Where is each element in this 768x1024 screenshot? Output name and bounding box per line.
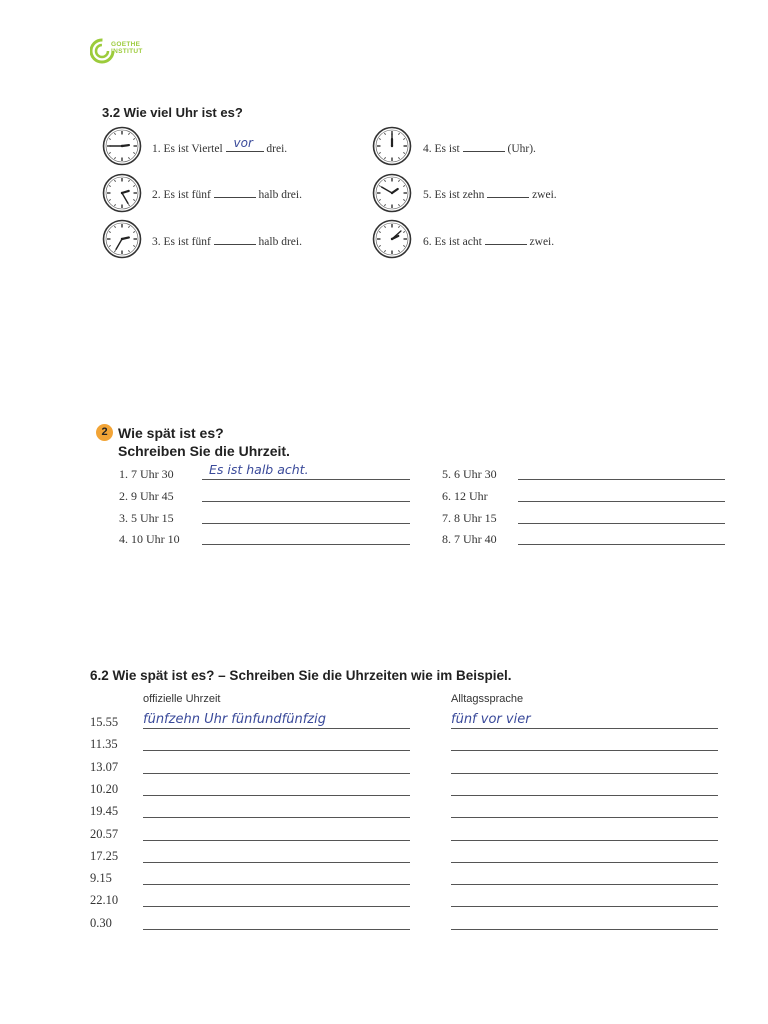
handwritten-answer: Es ist halb acht. [209, 462, 309, 477]
handwritten-answer-everyday: fünf vor vier [451, 712, 531, 727]
everyday-answer-line[interactable] [451, 773, 718, 774]
time-label: 5. 6 Uhr 30 [442, 467, 497, 481]
sentence-start: 3. Es ist fünf [152, 236, 211, 248]
clock-sentence [423, 140, 536, 155]
everyday-answer-line[interactable] [451, 795, 718, 796]
section3-title: 6.2 Wie spät ist es? – Schreiben Sie die Uhrzeiten wie im Beispiel. [90, 668, 512, 683]
clock-sentence [152, 233, 302, 248]
official-answer-line[interactable] [143, 817, 410, 818]
answer-blank[interactable] [463, 140, 505, 152]
section2-subtitle: Schreiben Sie die Uhrzeit. [118, 443, 290, 459]
column-header-everyday: Alltagssprache [451, 693, 524, 705]
time-label: 3. 5 Uhr 15 [119, 511, 174, 525]
official-answer-line[interactable] [143, 906, 410, 907]
time-label: 2. 9 Uhr 45 [119, 489, 174, 503]
official-answer-line[interactable] [143, 862, 410, 863]
answer-line[interactable] [202, 479, 410, 480]
clock-icon [372, 173, 412, 213]
official-answer-line[interactable] [143, 884, 410, 885]
time-value: 19.45 [90, 804, 119, 819]
handwritten-answer: vor [233, 136, 253, 150]
clock-sentence [152, 186, 302, 201]
time-value: 11.35 [90, 737, 118, 752]
everyday-answer-line[interactable] [451, 884, 718, 885]
clock-icon [102, 219, 142, 259]
official-answer-line[interactable] [143, 773, 410, 774]
answer-line[interactable] [518, 479, 725, 480]
time-value: 17.25 [90, 848, 119, 863]
everyday-answer-line[interactable] [451, 750, 718, 751]
answer-blank[interactable] [487, 186, 529, 198]
answer-blank[interactable] [485, 233, 527, 245]
clock-sentence [152, 136, 288, 155]
time-label: 8. 7 Uhr 40 [442, 532, 497, 546]
sentence-start: 1. Es ist Viertel [152, 143, 223, 155]
everyday-answer-line[interactable] [451, 817, 718, 818]
clock-icon [102, 126, 142, 166]
official-answer-line[interactable] [143, 750, 410, 751]
answer-line[interactable] [518, 501, 725, 502]
time-value: 0.30 [90, 915, 112, 930]
time-value: 13.07 [90, 759, 119, 774]
clock-icon [372, 219, 412, 259]
sentence-end: zwei. [532, 189, 557, 201]
sentence-end: halb drei. [258, 236, 302, 248]
official-answer-line[interactable] [143, 929, 410, 930]
sentence-start: 4. Es ist [423, 143, 460, 155]
section1-title: 3.2 Wie viel Uhr ist es? [102, 105, 243, 120]
exercise-number-badge: 2 [96, 424, 113, 441]
time-label: 7. 8 Uhr 15 [442, 511, 497, 525]
sentence-end: drei. [266, 143, 288, 155]
answer-blank[interactable] [226, 136, 264, 152]
handwritten-answer-official: fünfzehn Uhr fünfundfünfzig [143, 712, 326, 727]
section2-title: Wie spät ist es? [118, 425, 224, 441]
sentence-start: 6. Es ist acht [423, 236, 482, 248]
everyday-answer-line[interactable] [451, 728, 718, 729]
answer-line[interactable] [202, 544, 410, 545]
sentence-end: zwei. [529, 236, 555, 248]
answer-line[interactable] [202, 523, 410, 524]
clock-sentence [423, 186, 557, 201]
everyday-answer-line[interactable] [451, 840, 718, 841]
answer-line[interactable] [518, 544, 725, 545]
clock-icon [102, 173, 142, 213]
time-value: 22.10 [90, 893, 119, 908]
sentence-end: (Uhr). [507, 143, 536, 155]
clock-icon [372, 126, 412, 166]
time-value: 9.15 [90, 871, 112, 886]
time-value: 10.20 [90, 781, 119, 796]
official-answer-line[interactable] [143, 795, 410, 796]
everyday-answer-line[interactable] [451, 906, 718, 907]
answer-line[interactable] [518, 523, 725, 524]
logo-text: GOETHE INSTITUT [111, 41, 143, 55]
time-label: 1. 7 Uhr 30 [119, 467, 174, 481]
official-answer-line[interactable] [143, 728, 410, 729]
clock-sentence [423, 233, 554, 248]
time-label: 6. 12 Uhr [442, 489, 488, 503]
sentence-start: 5. Es ist zehn [423, 189, 485, 201]
sentence-end: halb drei. [258, 189, 302, 201]
official-answer-line[interactable] [143, 840, 410, 841]
answer-line[interactable] [202, 501, 410, 502]
column-header-official: offizielle Uhrzeit [143, 693, 221, 705]
time-value: 20.57 [90, 826, 119, 841]
answer-blank[interactable] [214, 233, 256, 245]
time-value: 15.55 [90, 715, 119, 729]
everyday-answer-line[interactable] [451, 862, 718, 863]
sentence-start: 2. Es ist fünf [152, 189, 211, 201]
answer-blank[interactable] [214, 186, 256, 198]
everyday-answer-line[interactable] [451, 929, 718, 930]
time-label: 4. 10 Uhr 10 [119, 532, 180, 546]
